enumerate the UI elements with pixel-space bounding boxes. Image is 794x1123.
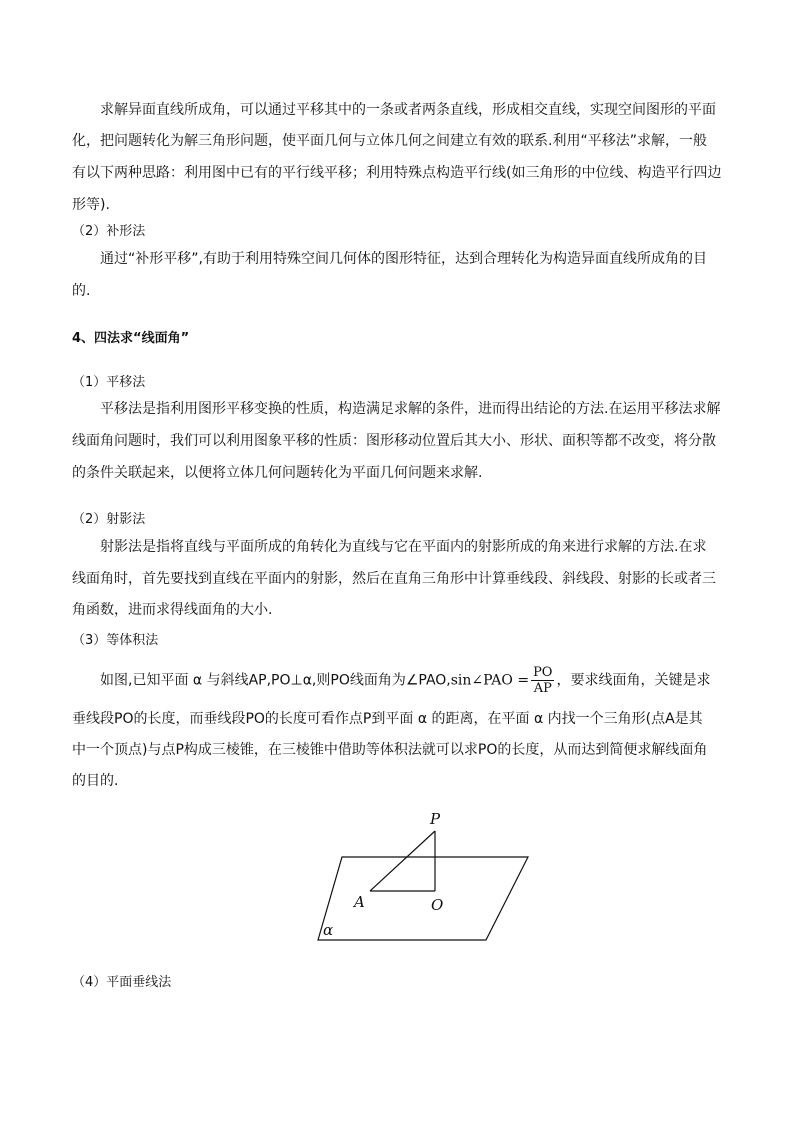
- m2-line2: 线面角时，首先要找到直线在平面内的射影，然后在直角三角形中计算垂线段、斜线段、射影的长或者三: [72, 571, 716, 587]
- m3-line4: 的目的.: [72, 773, 119, 789]
- m3-line2: 垂线段PO的长度，而垂线段PO的长度可看作点P到平面 α 的距离，在平面 α 内找一个三角形(点A是其: [72, 711, 703, 727]
- label-P: P: [430, 810, 441, 828]
- formula-fraction: [531, 665, 554, 696]
- m3-line1: [100, 665, 722, 699]
- label-O: O: [431, 896, 444, 914]
- para1-line2: 化，把问题转化为解三角形问题，使平面几何与立体几何之间建立有效的联系.利用“平移法”求解，一般: [72, 133, 707, 149]
- subheading-she-ying-fa: （2）射影法: [72, 512, 146, 527]
- para1-line3: 有以下两种思路：利用图中已有的平行线平移；利用特殊点构造平行线(如三角形的中位线、构造平行四边: [72, 165, 722, 181]
- para1-line4: 形等).: [72, 197, 110, 213]
- para1-line1: 求解异面直线所成角，可以通过平移其中的一条或者两条直线，形成相交直线，实现空间图形的平面: [100, 102, 716, 118]
- subheading-ping-yi-fa: （1）平移法: [72, 375, 146, 390]
- subheading-bu-xing-fa: （2）补形法: [72, 224, 146, 239]
- geometry-figure: [300, 800, 530, 950]
- plane-alpha: [318, 857, 528, 940]
- para2-line1: 通过“补形平移”,有助于利用特殊空间几何体的图形特征，达到合理转化为构造异面直线所成角的目: [100, 251, 707, 267]
- section-heading: 4、四法求“线面角”: [72, 331, 190, 346]
- m1-line2: 线面角问题时，我们可以利用图象平移的性质：图形移动位置后其大小、形状、面积等都不改变，将分散: [72, 433, 716, 449]
- label-A: A: [354, 893, 365, 911]
- m1-line3: 的条件关联起来，以便将立体几何问题转化为平面几何问题来求解.: [72, 465, 483, 481]
- subheading-deng-ti-ji-fa: （3）等体积法: [72, 633, 159, 648]
- subheading-ping-mian-chui-xian-fa: （4）平面垂线法: [72, 975, 172, 990]
- segment-AP: [370, 831, 435, 891]
- fraction-numerator: PO: [533, 665, 553, 680]
- m1-line1: 平移法是指利用图形平移变换的性质，构造满足求解的条件，进而得出结论的方法.在运用平移法求解: [100, 401, 721, 417]
- m2-line3: 角函数，进而求得线面角的大小.: [72, 602, 273, 618]
- fraction-denominator: AP: [533, 681, 552, 696]
- para2-line2: 的.: [72, 283, 91, 299]
- label-alpha: α: [323, 921, 334, 939]
- m3-line1-text-a: 如图,已知平面 α 与斜线AP,PO⊥α,则PO线面角为∠PAO,: [100, 672, 451, 689]
- m3-line3: 中一个顶点)与点P构成三棱锥，在三棱锥中借助等体积法就可以求PO的长度，从而达到简便求解线面角: [72, 742, 708, 758]
- formula-lhs: sin∠PAO =: [450, 672, 530, 689]
- m3-line1-text-b: ，要求线面角，关键是求: [556, 672, 711, 689]
- m2-line1: 射影法是指将直线与平面所成的角转化为直线与它在平面内的射影所成的角来进行求解的方法.在求: [100, 539, 707, 555]
